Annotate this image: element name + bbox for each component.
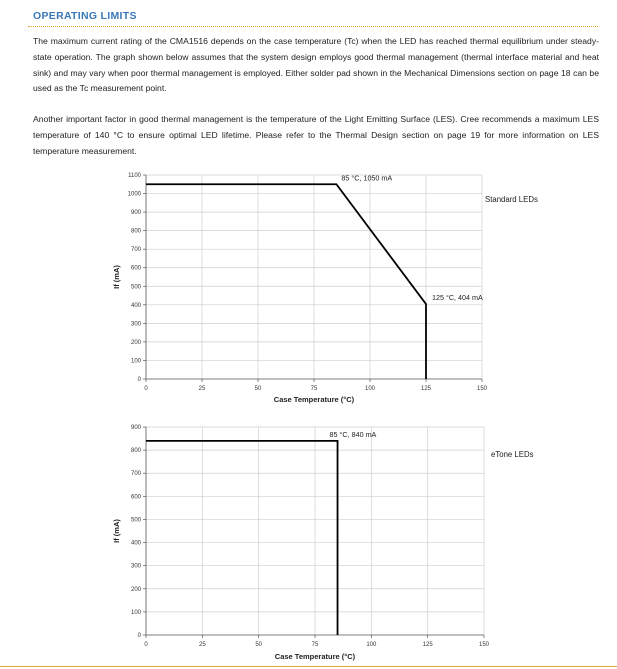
y-tick-label: 400	[130, 302, 141, 309]
x-tick-label: 0	[144, 386, 148, 392]
paragraph-les-temperature: Another important factor in good thermal management is the temperature of the Light Emitting Surface (LES). Cree recommends a maximum LES temperature of 140 °C to ensure optimal LED lifetime. Please refer to the Thermal Design section on page 19 for more information on LES temperature measurement.	[33, 114, 599, 156]
section-heading: OPERATING LIMITS	[33, 10, 137, 22]
y-tick-label: 100	[130, 358, 141, 365]
x-axis-label: Case Temperature (°C)	[273, 395, 355, 404]
y-tick-label: 900	[130, 210, 141, 217]
y-tick-label: 300	[130, 321, 141, 328]
x-tick-label: 75	[311, 642, 319, 648]
y-tick-label: 0	[137, 633, 141, 639]
y-tick-label: 300	[130, 563, 141, 570]
y-tick-label: 1100	[128, 173, 141, 179]
x-tick-label: 125	[422, 642, 433, 648]
chart-side-label: eTone LEDs	[491, 450, 534, 459]
y-tick-label: 0	[137, 377, 141, 383]
y-tick-label: 700	[130, 247, 141, 254]
y-tick-label: 500	[130, 517, 141, 524]
etone-leds-chart	[0, 415, 617, 666]
x-tick-label: 100	[364, 386, 376, 392]
x-tick-label: 150	[476, 386, 488, 392]
x-tick-label: 150	[478, 642, 490, 648]
y-tick-label: 800	[130, 448, 141, 455]
x-tick-label: 25	[198, 386, 206, 392]
chart-side-label: Standard LEDs	[485, 195, 538, 204]
x-tick-label: 50	[255, 642, 263, 648]
y-tick-label: 200	[130, 339, 141, 346]
y-tick-label: 400	[130, 540, 141, 547]
y-tick-label: 200	[130, 586, 141, 593]
x-tick-label: 25	[198, 642, 206, 648]
y-tick-label: 1000	[127, 191, 141, 198]
y-axis-label: If (mA)	[112, 265, 121, 289]
x-tick-label: 0	[144, 642, 148, 648]
y-tick-label: 500	[130, 284, 141, 291]
y-tick-label: 100	[130, 609, 141, 616]
x-tick-label: 75	[310, 386, 318, 392]
y-tick-label: 700	[130, 471, 141, 478]
y-tick-label: 900	[130, 425, 141, 431]
paragraph-current-rating: The maximum current rating of the CMA1516 depends on the case temperature (Tc) when the LED has reached thermal equilibrium under steady-state operation. The graph shown below assumes that the system design employs good thermal management (thermal interface material and heat sink) and may vary when poor thermal management is employed. Either solder pad shown in the Mechanical Dimensions section on page 18 can be used as the Tc measurement point.	[33, 36, 599, 94]
annotation-label: 85 °C, 840 mA	[329, 429, 377, 439]
standard-leds-chart	[0, 165, 617, 410]
y-axis-label: If (mA)	[112, 519, 121, 543]
page-bottom-divider	[0, 666, 617, 667]
x-axis-label: Case Temperature (°C)	[274, 652, 356, 661]
annotation-label: 85 °C, 1050 mA	[341, 173, 393, 183]
heading-divider	[28, 26, 598, 27]
y-tick-label: 800	[130, 228, 141, 235]
series-line	[146, 184, 426, 379]
x-tick-label: 100	[366, 642, 377, 648]
x-tick-label: 125	[420, 386, 432, 392]
y-tick-label: 600	[130, 494, 141, 501]
y-tick-label: 600	[130, 265, 141, 272]
annotation-label: 125 °C, 404 mA	[432, 293, 483, 303]
series-line	[146, 441, 338, 635]
x-tick-label: 50	[254, 386, 262, 392]
